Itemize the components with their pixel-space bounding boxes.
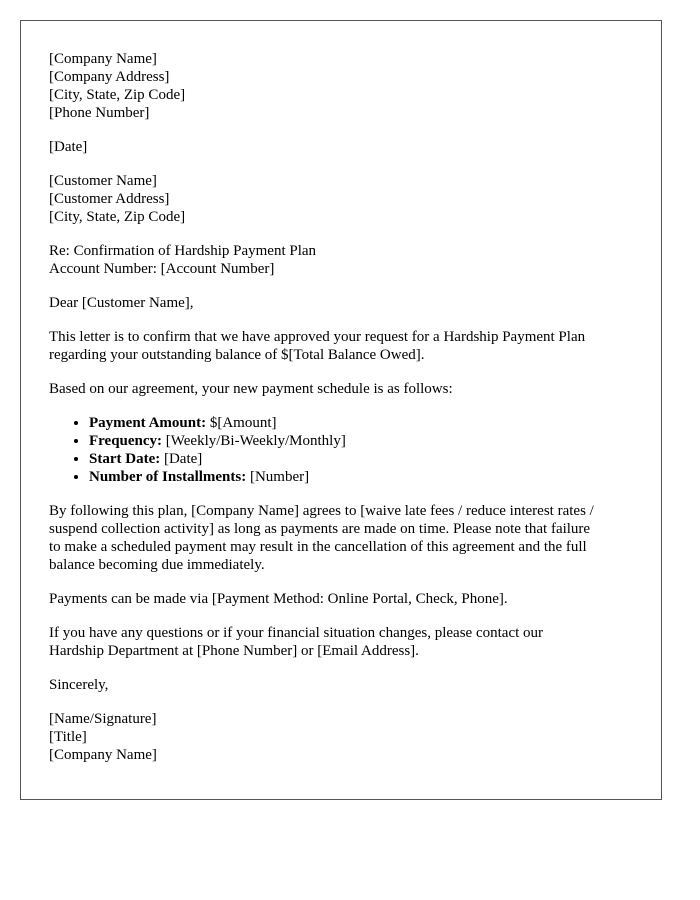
signature-title: [Title] (49, 729, 87, 745)
schedule-label: Frequency: (89, 433, 163, 449)
terms-line: suspend collection activity] as long as payments are made on time. Please note that failure (49, 521, 591, 537)
list-item-frequency (89, 432, 633, 450)
intro-line: This letter is to confirm that we have approved your request for a Hardship Payment Plan (49, 329, 586, 345)
terms-line: By following this plan, [Company Name] agrees to [waive late fees / reduce interest rates / (49, 503, 594, 519)
intro-paragraph (49, 328, 633, 364)
signature-name: [Name/Signature] (49, 711, 157, 727)
reference-block (49, 242, 633, 278)
list-item-payment-amount (89, 414, 633, 432)
signature-company: [Company Name] (49, 747, 157, 763)
schedule-value: [Weekly/Bi-Weekly/Monthly] (162, 433, 346, 449)
subject-line: Re: Confirmation of Hardship Payment Plan (49, 243, 317, 259)
schedule-value: [Date] (160, 451, 203, 467)
contact-line: If you have any questions or if your financial situation changes, please contact our (49, 625, 544, 641)
terms-paragraph (49, 502, 633, 574)
salutation: Dear [Customer Name], (49, 295, 194, 311)
list-item-installments (89, 468, 633, 486)
sender-phone: [Phone Number] (49, 105, 150, 121)
intro-line: regarding your outstanding balance of $[Total Balance Owed]. (49, 347, 425, 363)
sender-city-state-zip: [City, State, Zip Code] (49, 87, 186, 103)
letter-page (20, 20, 662, 800)
signature-block (49, 710, 633, 764)
schedule-label: Payment Amount: (89, 415, 207, 431)
list-item-start-date (89, 450, 633, 468)
recipient-city-state-zip: [City, State, Zip Code] (49, 209, 186, 225)
schedule-value: [Number] (246, 469, 310, 485)
schedule-intro: Based on our agreement, your new payment schedule is as follows: (49, 381, 453, 397)
recipient-name: [Customer Name] (49, 173, 157, 189)
account-number-line: Account Number: [Account Number] (49, 261, 275, 277)
sender-company-name: [Company Name] (49, 51, 157, 67)
closing: Sincerely, (49, 677, 109, 693)
contact-line: Hardship Department at [Phone Number] or [Email Address]. (49, 643, 419, 659)
terms-line: balance becoming due immediately. (49, 557, 265, 573)
payment-methods-paragraph: Payments can be made via [Payment Method: Online Portal, Check, Phone]. (49, 591, 508, 607)
contact-paragraph (49, 624, 633, 660)
sender-address-block (49, 50, 633, 122)
schedule-label: Start Date: (89, 451, 161, 467)
terms-line: to make a scheduled payment may result in the cancellation of this agreement and the full (49, 539, 587, 555)
letter-date: [Date] (49, 139, 88, 155)
recipient-address-block (49, 172, 633, 226)
payment-schedule-list (49, 414, 633, 486)
schedule-value: $[Amount] (206, 415, 277, 431)
letter-date-block (49, 138, 633, 156)
schedule-label: Number of Installments: (89, 469, 247, 485)
sender-company-address: [Company Address] (49, 69, 170, 85)
recipient-address: [Customer Address] (49, 191, 170, 207)
